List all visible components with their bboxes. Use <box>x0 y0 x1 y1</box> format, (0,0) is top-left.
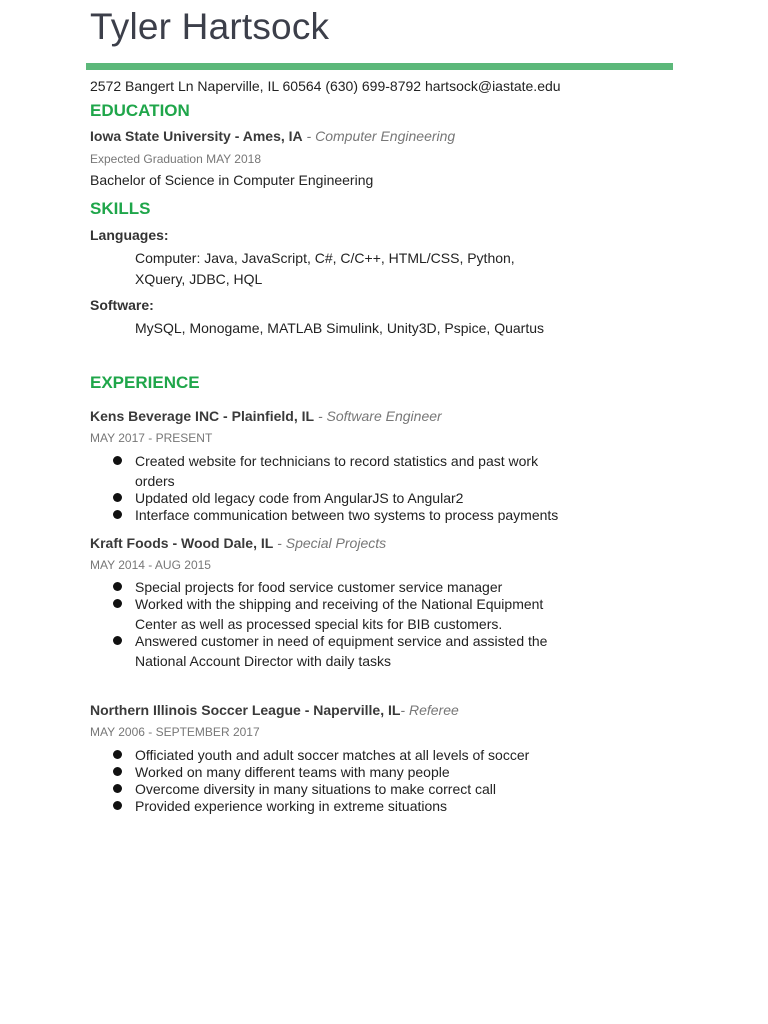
bullet-item: Provided experience working in extreme situations <box>112 796 572 816</box>
bullet-item: Worked with the shipping and receiving of the National Equipment Center as well as processed special kits for BIB customers. <box>112 594 572 634</box>
header-divider <box>86 63 673 70</box>
candidate-name: Tyler Hartsock <box>90 6 330 47</box>
job-dates: MAY 2006 - SEPTEMBER 2017 <box>90 725 260 739</box>
school-name: Iowa State University - Ames, IA <box>90 128 303 144</box>
bullet-item: Answered customer in need of equipment service and assisted the National Account Director with daily tasks <box>112 631 572 671</box>
languages-list: Computer: Java, JavaScript, C#, C/C++, HTML/CSS, Python, XQuery, JDBC, HQL <box>135 250 515 287</box>
job-org: Kraft Foods - Wood Dale, IL <box>90 535 274 551</box>
experience-heading: EXPERIENCE <box>90 373 200 392</box>
job-bullets <box>112 577 572 671</box>
job-role: - Software Engineer <box>314 408 442 424</box>
degree: Bachelor of Science in Computer Engineering <box>90 172 374 188</box>
job-dates: MAY 2017 - PRESENT <box>90 431 213 445</box>
bullet-item: Special projects for food service customer service manager <box>112 577 572 597</box>
graduation-date: Expected Graduation MAY 2018 <box>90 152 261 166</box>
bullet-item: Officiated youth and adult soccer matches at all levels of soccer <box>112 745 572 765</box>
job-org: Northern Illinois Soccer League - Naperville, IL <box>90 702 401 718</box>
job-title-line <box>90 702 459 718</box>
bullet-item: Worked on many different teams with many people <box>112 762 572 782</box>
education-school <box>90 128 455 144</box>
job-title-line <box>90 535 386 551</box>
job-org: Kens Beverage INC - Plainfield, IL <box>90 408 315 424</box>
bullet-item: Interface communication between two systems to process payments <box>112 505 572 525</box>
job-bullets <box>112 745 572 816</box>
software-list: MySQL, Monogame, MATLAB Simulink, Unity3D, Pspice, Quartus <box>135 320 544 336</box>
job-bullets <box>112 451 572 525</box>
job-role: - Special Projects <box>273 535 387 551</box>
school-field: - Computer Engineering <box>302 128 456 144</box>
contact-line: 2572 Bangert Ln Naperville, IL 60564 (630) 699-8792 hartsock@iastate.edu <box>90 78 561 94</box>
job-title-line <box>90 408 442 424</box>
bullet-item: Updated old legacy code from AngularJS to Angular2 <box>112 488 572 508</box>
software-label: Software: <box>90 297 154 313</box>
bullet-item: Overcome diversity in many situations to make correct call <box>112 779 572 799</box>
job-role: - Referee <box>400 702 459 718</box>
languages-label: Languages: <box>90 227 169 243</box>
education-heading: EDUCATION <box>90 101 190 120</box>
job-dates: MAY 2014 - AUG 2015 <box>90 558 211 572</box>
skills-heading: SKILLS <box>90 199 151 218</box>
bullet-item: Created website for technicians to record statistics and past work orders <box>112 451 572 491</box>
